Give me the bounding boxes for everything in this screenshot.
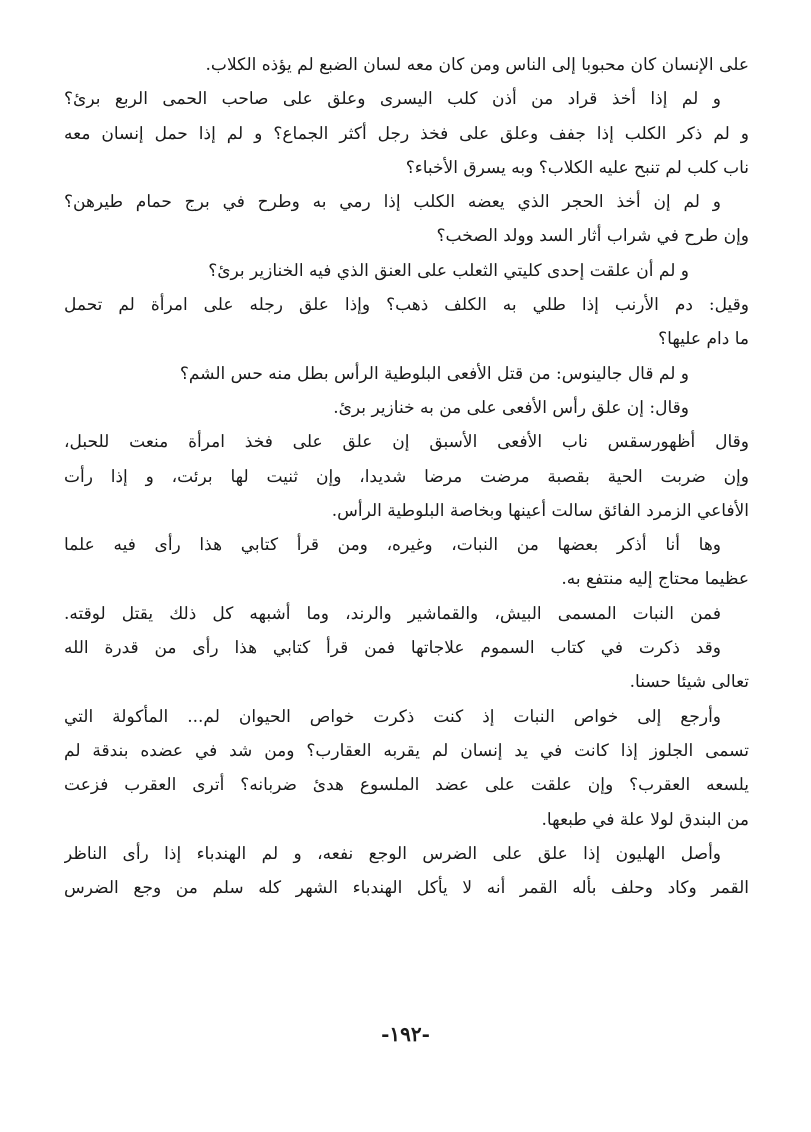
text-line: وقد ذكرت في كتاب السموم علاجاتها فمن قرأ كتابي هذا رأى من قدرة الله [64, 638, 721, 659]
text-line: القمر وكاد وحلف بأله القمر أنه لا يأكل الهندباء الشهر كله سلم من وجع الضرس [64, 878, 749, 899]
text-line: وإن طرح في شراب أثار السد وولد الصخب؟ [436, 226, 749, 247]
text-line: تسمى الجلوز إذا كانت في يد إنسان لم يقربه العقارب؟ ومن شد في عضده بندقة لم [64, 740, 749, 761]
text-line: ما دام عليها؟ [658, 329, 749, 350]
text-line: وها أنا أذكر بعضها من النبات، وغيره، ومن قرأ كتابي هذا رأى فيه علما [64, 535, 721, 556]
text-line: عظيما محتاج إليه منتفع به. [561, 569, 749, 590]
page-number: -١٩٢- [381, 1022, 430, 1046]
document-page [64, 48, 749, 905]
text-line: من البندق لولا علة في طبعها. [541, 809, 749, 830]
text-line: وأصل الهليون إذا علق على الضرس الوجع نفعه، و لم الهندباء إذا رأى الناظر [64, 843, 721, 864]
text-line: و لم أن علقت إحدى كليتي الثعلب على العنق الذي فيه الخنازير برئ؟ [208, 260, 689, 281]
text-line: و لم ذكر الكلب إذا جفف وعلق على فخذ رجل أكثر الجماع؟ و لم إذا حمل إنسان معه [64, 123, 749, 144]
text-line: ناب كلب لم تنبح عليه الكلاب؟ وبه يسرق الأخباء؟ [405, 157, 749, 178]
text-line: وإن ضربت الحية بقصبة مرضت مرضا شديدا، وإن ثنيت لها برئت، و إذا رأت [64, 466, 749, 487]
text-line: وأرجع إلى خواص النبات إذ كنت ذكرت خواص الحيوان لم... المأكولة التي [64, 706, 721, 727]
text-line: الأفاعي الزمرد الفائق سالت أعينها وبخاصة البلوطية الرأس. [331, 500, 749, 521]
text-line: وقال: إن علق رأس الأفعى على من به خنازير برئ. [333, 397, 689, 418]
text-line: و لم إذا أخذ قراد من أذن كلب اليسرى وعلق على صاحب الحمى الربع برئ؟ [64, 89, 721, 110]
text-line: فمن النبات المسمى البيش، والقماشير والرند، وما أشبهه كل ذلك يقتل لوقته. [64, 603, 721, 624]
text-line: يلسعه العقرب؟ وإن علقت على عضد الملسوع هدئ ضربانه؟ أترى العقرب فزعت [64, 775, 749, 796]
text-line: تعالى شيئا حسنا. [629, 672, 749, 693]
text-line: وقال أظهورسقس ناب الأفعى الأسبق إن علق على فخذ امرأة منعت للحبل، [64, 432, 749, 453]
text-line: على الإنسان كان محبوبا إلى الناس ومن كان معه لسان الضبع لم يؤذه الكلاب. [205, 55, 749, 75]
text-line: و لم إن أخذ الحجر الذي يعضه الكلب إذا رمي به وطرح في برج حمام طيرهن؟ [64, 192, 721, 213]
text-line: و لم قال جالينوس: من قتل الأفعى البلوطية الرأس بطل منه حس الشم؟ [179, 363, 689, 384]
text-line: وقيل: دم الأرنب إذا طلي به الكلف ذهب؟ وإذا علق رجله على امرأة لم تحمل [64, 295, 749, 316]
